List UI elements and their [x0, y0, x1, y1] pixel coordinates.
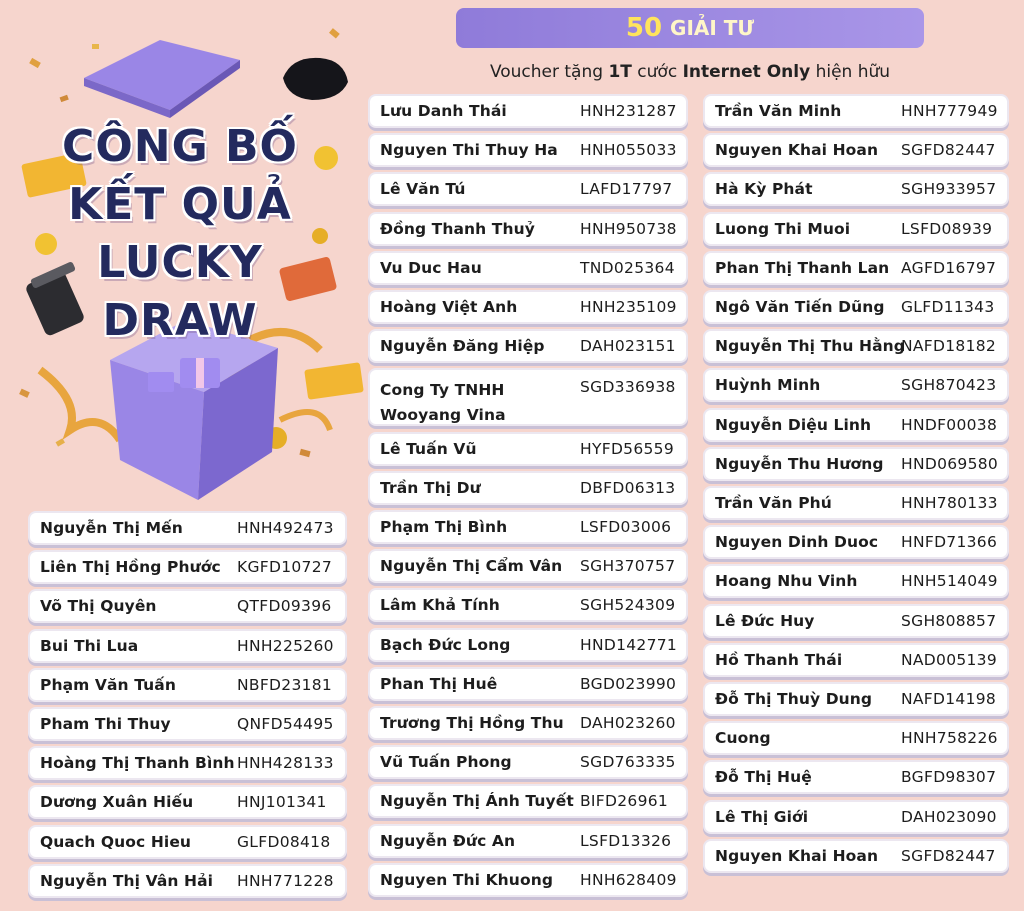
winner-row [30, 748, 345, 778]
winner-name: Trần Văn Phú [715, 494, 832, 512]
winner-row [30, 513, 345, 543]
winner-row [705, 331, 1007, 361]
winner-code: HNDF00038 [901, 415, 998, 434]
winner-name: Trần Văn Minh [715, 102, 842, 120]
winner-name: Đồng Thanh Thuỷ [380, 219, 535, 238]
winner-name: Nguyen Thi Thuy Ha [380, 141, 558, 160]
winner-name: Pham Thi Thuy [40, 715, 171, 733]
prize-description [440, 62, 940, 82]
winner-name: Nguyen Thi Khuong [380, 870, 554, 889]
winner-code: NAD005139 [901, 650, 998, 669]
winner-row [30, 670, 345, 700]
winner-row [705, 292, 1007, 322]
winner-code: HNH055033 [580, 141, 677, 160]
winner-name: Lê Tuấn Vũ [380, 439, 477, 458]
winner-code: LAFD17797 [580, 180, 673, 199]
winner-name: Hoang Nhu Vinh [715, 572, 858, 591]
winner-code: BGD023990 [580, 674, 677, 693]
winner-name: Hà Kỳ Phát [715, 180, 813, 199]
winner-name: Dương Xuân Hiếu [40, 793, 194, 812]
winner-name: Quach Quoc Hieu [40, 832, 192, 851]
winner-code: HNH225260 [237, 636, 334, 655]
winner-name: Lê Đức Huy [715, 611, 815, 630]
winner-row [705, 762, 1007, 792]
winner-name: Nguyễn Thị Thu Hằng [715, 337, 905, 356]
prize-count: 50 [625, 13, 663, 43]
winner-row [30, 552, 345, 582]
winner-code: HNH628409 [580, 870, 677, 889]
winner-code: HNH950738 [580, 219, 677, 238]
headline-line-3: LUCKY [97, 237, 263, 288]
winner-name: Đỗ Thị Huệ [715, 768, 812, 787]
prize-service: Internet Only [682, 62, 811, 82]
headline [30, 118, 330, 350]
winner-name: Vũ Tuấn Phong [380, 753, 512, 772]
winner-code: HND142771 [580, 635, 678, 654]
winner-name: Nguyen Khai Hoan [715, 846, 879, 865]
headline-line-2: KẾT QUẢ [68, 179, 292, 230]
winner-row [370, 214, 686, 244]
winner-name: Đỗ Thị Thuỳ Dung [715, 690, 873, 708]
winner-row [370, 174, 686, 204]
winner-row [705, 410, 1007, 440]
winner-name: Huỳnh Minh [715, 376, 821, 395]
winner-name: Nguyễn Thị Cẩm Vân [380, 557, 563, 576]
winner-code: SGH870423 [901, 376, 997, 395]
winner-code: SGH933957 [901, 180, 997, 199]
winner-row [705, 488, 1007, 518]
winner-name: Phạm Thị Bình [380, 518, 508, 536]
winner-code: LSFD03006 [580, 518, 672, 536]
winner-code: GLFD11343 [901, 298, 995, 316]
winner-name: Lưu Danh Thái [380, 102, 507, 120]
headline-line-4: DRAW [102, 295, 258, 346]
winner-name: Trần Thị Dư [380, 478, 481, 497]
winner-row [370, 370, 686, 424]
winner-code: BGFD98307 [901, 768, 997, 787]
winner-row [370, 551, 686, 581]
winner-row [705, 96, 1007, 126]
winner-name: Lê Văn Tú [380, 180, 466, 199]
winner-name: Phan Thị Thanh Lan [715, 258, 890, 277]
winner-name: Nguyen Dinh Duoc [715, 533, 879, 552]
winner-row [370, 708, 686, 738]
winner-name: Nguyễn Thị Mến [40, 519, 183, 537]
winner-row [30, 591, 345, 621]
winner-row [370, 96, 686, 126]
winner-row [370, 786, 686, 816]
winner-name: Nguyễn Thị Vân Hải [40, 871, 214, 890]
winner-name: Cong Ty TNHH Wooyang Vina [380, 381, 506, 425]
winner-row [705, 174, 1007, 204]
winner-row [30, 827, 345, 857]
winner-code: HNH428133 [237, 754, 334, 773]
winner-name: Bạch Đức Long [380, 635, 511, 654]
winner-row [705, 723, 1007, 753]
winner-name: Võ Thị Quyên [40, 597, 157, 616]
winner-code: HNH235109 [580, 298, 677, 316]
winner-name: Phạm Văn Tuấn [40, 675, 176, 694]
winner-code: HNH492473 [237, 519, 334, 537]
winner-code: SGFD82447 [901, 846, 996, 865]
winner-name: Nguyễn Thu Hương [715, 454, 884, 473]
winner-row [705, 566, 1007, 596]
winner-code: HNH780133 [901, 494, 998, 512]
winner-row [705, 841, 1007, 871]
winner-code: GLFD08418 [237, 832, 331, 851]
winner-name: Luong Thi Muoi [715, 219, 851, 238]
winner-name: Nguyen Khai Hoan [715, 141, 879, 160]
winner-name: Hoàng Việt Anh [380, 298, 518, 316]
winner-row [705, 135, 1007, 165]
prize-description-part: hiện hữu [810, 62, 891, 82]
winner-row [370, 630, 686, 660]
winner-row [370, 669, 686, 699]
winner-code: HNJ101341 [237, 793, 327, 812]
winner-row [370, 473, 686, 503]
winner-name: Nguyễn Đức An [380, 831, 516, 850]
winner-row [705, 802, 1007, 832]
winner-name: Trương Thị Hồng Thu [380, 714, 564, 732]
prize-description-part: Voucher tặng [489, 62, 609, 82]
winner-code: SGD763335 [580, 753, 676, 772]
winner-name: Nguyễn Diệu Linh [715, 415, 872, 434]
winner-name: Bui Thi Lua [40, 636, 139, 655]
winner-code: LSFD08939 [901, 219, 993, 238]
winner-code: AGFD16797 [901, 258, 997, 277]
winner-name: Nguyễn Thị Ánh Tuyết [380, 792, 574, 811]
winner-name: Cuong [715, 729, 771, 748]
winner-name: Phan Thị Huê [380, 674, 498, 693]
winner-code: NBFD23181 [237, 675, 333, 694]
winner-row [705, 684, 1007, 714]
winner-code: HND069580 [901, 454, 999, 473]
winner-code: BIFD26961 [580, 792, 669, 811]
winner-code: DAH023260 [580, 714, 676, 732]
winner-code: SGD336938 [580, 378, 676, 397]
winner-row [705, 645, 1007, 675]
winner-code: HNH231287 [580, 102, 677, 120]
winner-row [705, 449, 1007, 479]
winner-code: NAFD18182 [901, 337, 997, 356]
winner-row [370, 292, 686, 322]
winner-row [30, 709, 345, 739]
winner-row [30, 631, 345, 661]
winner-row [705, 370, 1007, 400]
winner-code: HNH777949 [901, 102, 998, 120]
winner-name: Lâm Khả Tính [380, 596, 500, 615]
prize-label: GIẢI TƯ [670, 16, 755, 40]
winner-name: Nguyễn Đăng Hiệp [380, 337, 545, 356]
winner-row [370, 826, 686, 856]
winner-row [370, 512, 686, 542]
winner-code: DBFD06313 [580, 478, 676, 497]
winner-code: SGH808857 [901, 611, 997, 630]
prize-banner [456, 8, 924, 48]
winner-code: NAFD14198 [901, 690, 997, 708]
winner-code: DAH023151 [580, 337, 676, 356]
winner-row [30, 787, 345, 817]
winner-code: HYFD56559 [580, 439, 674, 458]
winner-name: Hồ Thanh Thái [715, 650, 843, 669]
winner-row [370, 434, 686, 464]
winner-code: TND025364 [580, 258, 675, 277]
winner-code: QTFD09396 [237, 597, 332, 616]
winner-name: Liên Thị Hồng Phước [40, 558, 221, 577]
winner-code: HNH758226 [901, 729, 998, 748]
winner-code: HNH771228 [237, 871, 334, 890]
winner-row [370, 253, 686, 283]
winner-code: QNFD54495 [237, 715, 334, 733]
winner-row [30, 866, 345, 896]
winner-row [370, 135, 686, 165]
winner-code: DAH023090 [901, 807, 997, 826]
winner-code: SGH370757 [580, 557, 676, 576]
winner-row [370, 747, 686, 777]
winner-row [705, 253, 1007, 283]
prize-amount: 1T [608, 62, 632, 82]
headline-line-1: CÔNG BỐ [62, 121, 298, 172]
winner-row [705, 214, 1007, 244]
winner-row [705, 527, 1007, 557]
winner-code: HNH514049 [901, 572, 998, 591]
winner-name: Ngô Văn Tiến Dũng [715, 298, 885, 316]
winner-row [370, 590, 686, 620]
winner-name: Vu Duc Hau [380, 258, 482, 277]
winner-row [370, 331, 686, 361]
winner-code: HNFD71366 [901, 533, 998, 552]
winner-code: LSFD13326 [580, 831, 672, 850]
winner-name: Hoàng Thị Thanh Bình [40, 754, 235, 773]
winner-row [370, 865, 686, 895]
winner-code: KGFD10727 [237, 558, 333, 577]
winner-row [705, 606, 1007, 636]
winner-name: Lê Thị Giới [715, 807, 809, 826]
winner-code: SGFD82447 [901, 141, 996, 160]
winner-code: SGH524309 [580, 596, 676, 615]
prize-description-part: cước [631, 62, 683, 82]
